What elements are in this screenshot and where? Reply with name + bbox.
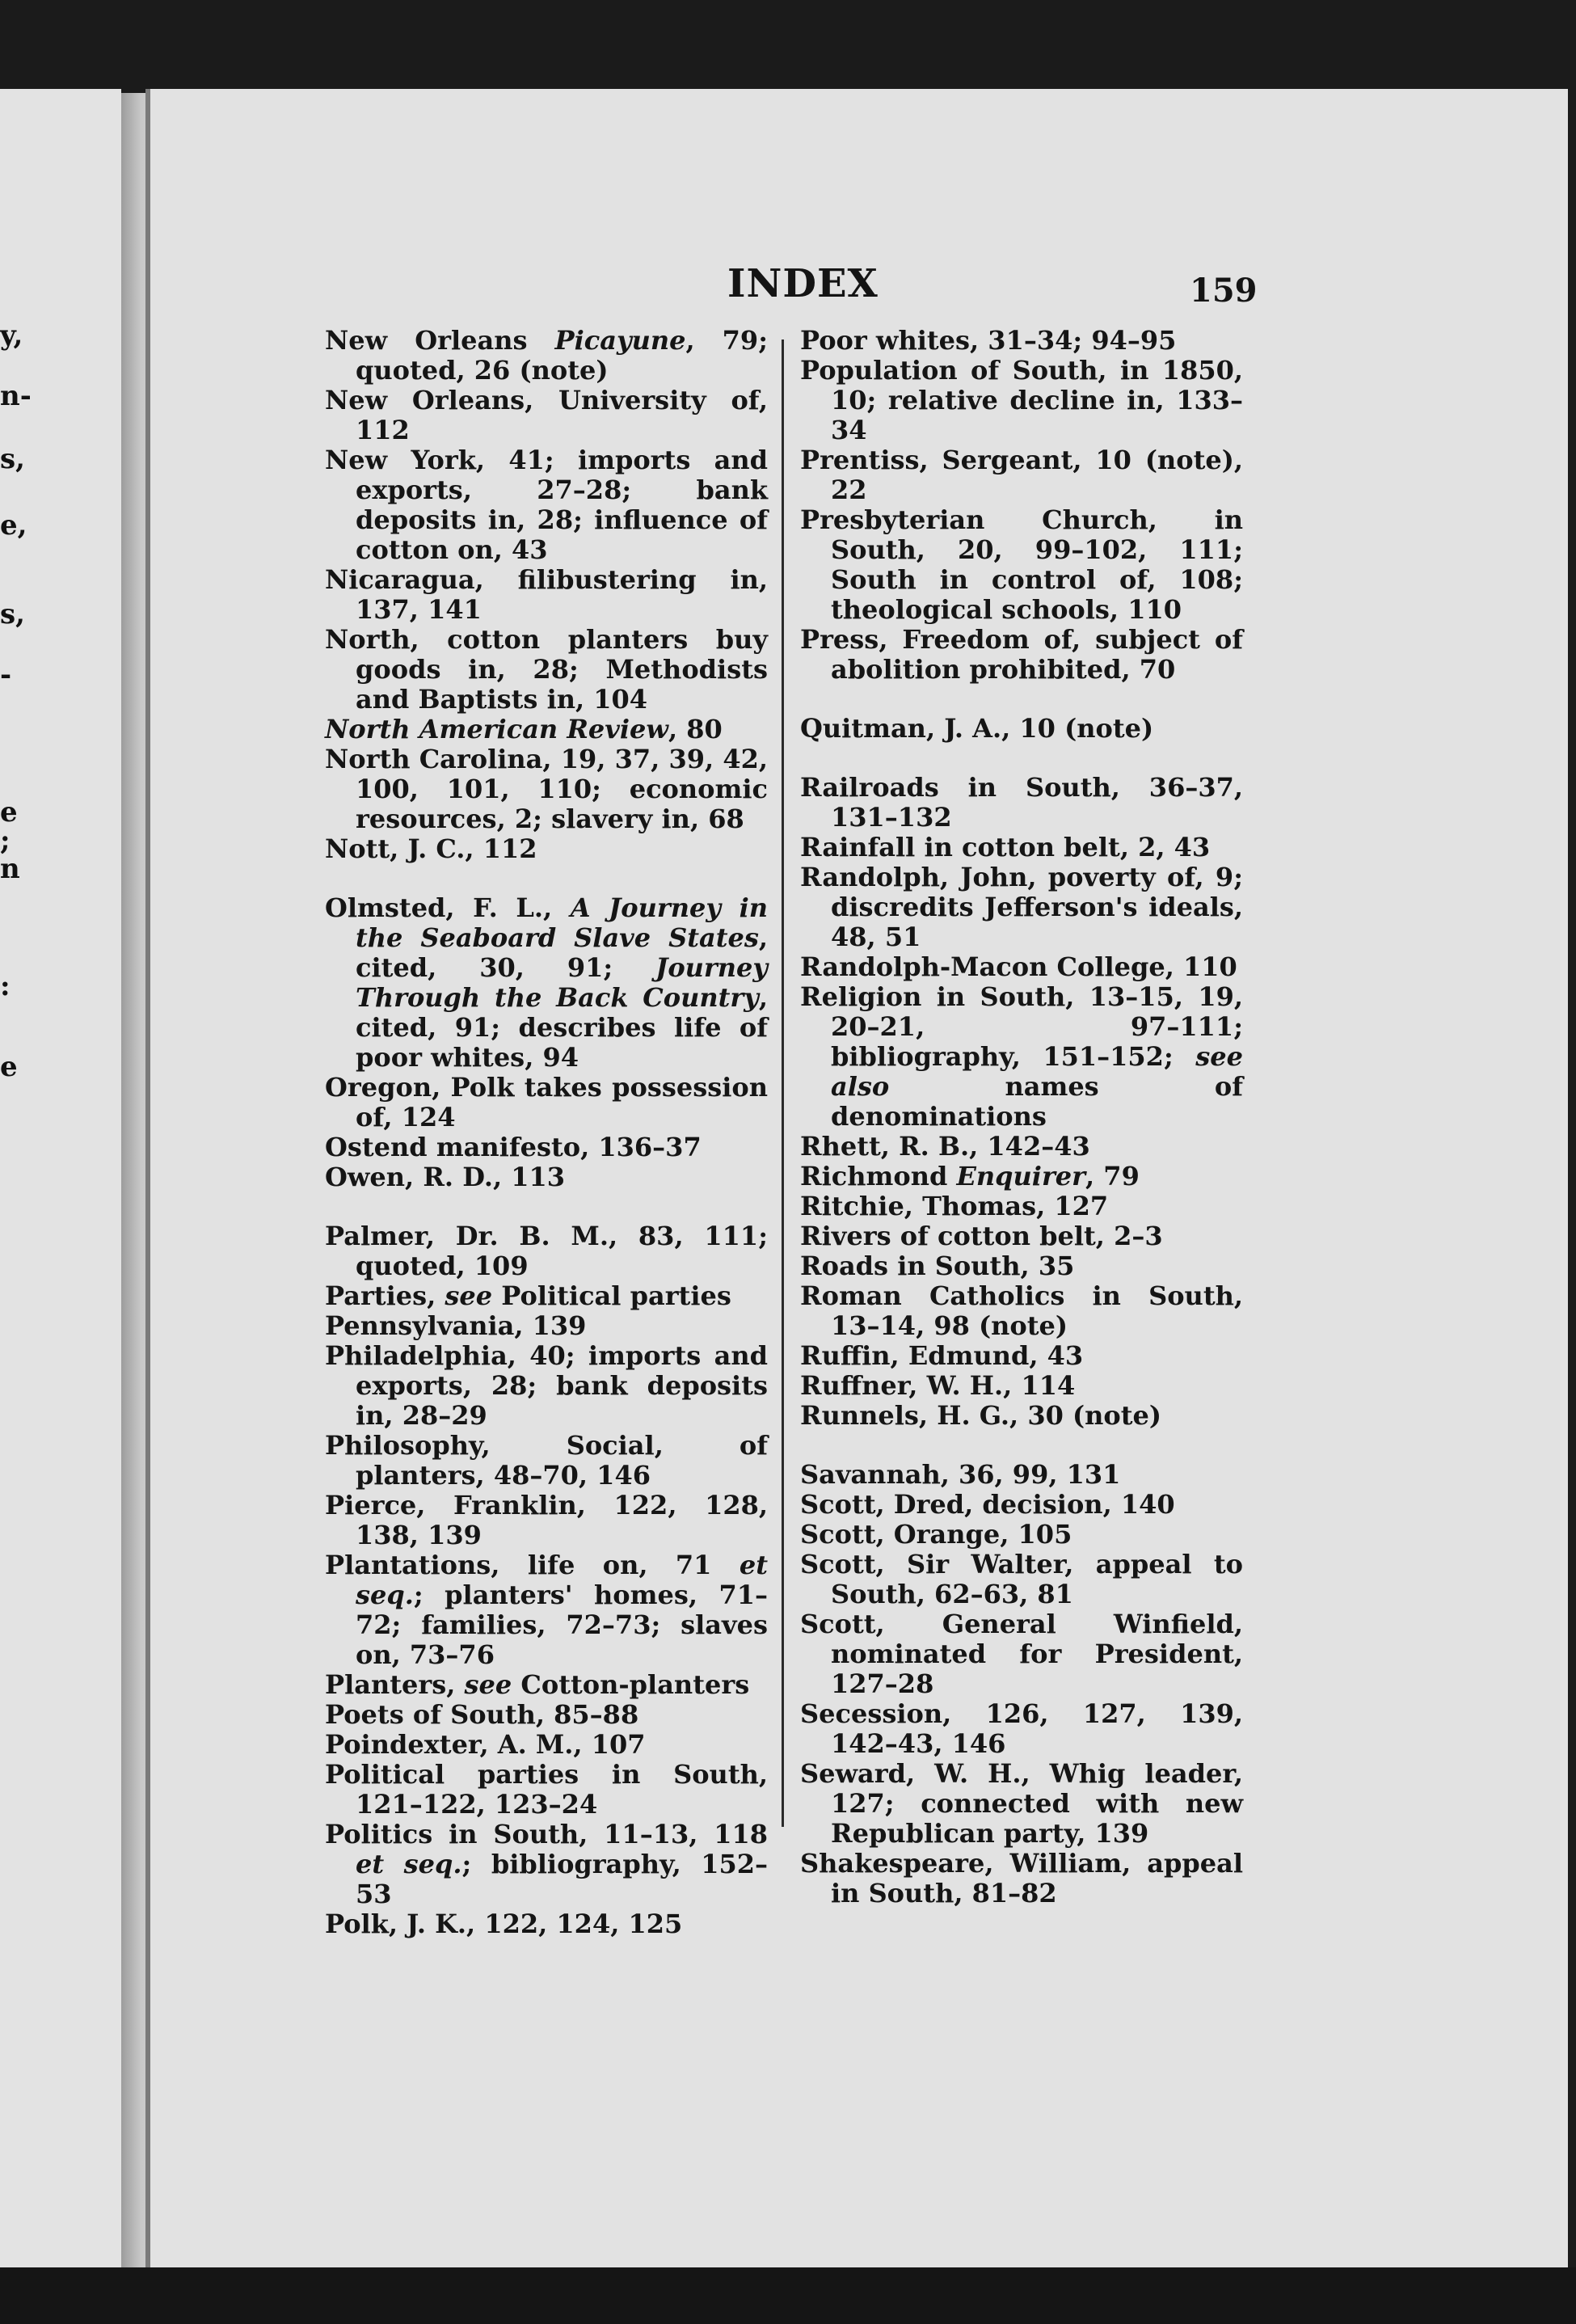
index-entry <box>800 1520 1243 1550</box>
index-entry <box>325 1341 768 1431</box>
index-entry-text: Oregon, Polk takes possession of, 124 <box>325 1072 768 1132</box>
index-entry <box>325 1820 768 1909</box>
previous-page-fragment: s, <box>0 443 25 475</box>
column-divider <box>782 340 784 1827</box>
index-entry <box>325 1431 768 1491</box>
index-entry-text: Poor whites, 31–34; 94–95 <box>800 325 1177 356</box>
index-entry-text: Politics in South, 11–13, 118 <box>325 1819 768 1849</box>
index-entry-text: Prentiss, Sergeant, 10 (note), 22 <box>800 445 1243 505</box>
index-entry-italic-text: North American Review <box>325 714 668 744</box>
index-entry <box>325 1221 768 1281</box>
section-gap <box>800 685 1243 714</box>
index-entry-text: ; planters' homes, 71–72; families, 72–73; slaves on, 73–76 <box>356 1580 768 1670</box>
section-gap <box>325 1192 768 1221</box>
index-entry <box>325 326 768 386</box>
index-entry-italic-text: et seq. <box>356 1849 462 1879</box>
index-entry-italic-text: Journey Through the Back Country <box>356 952 768 1013</box>
index-entry <box>800 1371 1243 1401</box>
index-entry-text: Rhett, R. B., 142–43 <box>800 1131 1090 1162</box>
index-entry <box>325 1132 768 1162</box>
index-entry-text: Runnels, H. G., 30 (note) <box>800 1400 1162 1431</box>
index-entry-text: Poets of South, 85–88 <box>325 1699 639 1730</box>
previous-page-fragment: ; <box>0 825 11 857</box>
index-entry-text: Parties, <box>325 1280 445 1311</box>
index-entry <box>800 1221 1243 1251</box>
scan-shadow <box>0 2267 1576 2324</box>
index-entry-text: Ritchie, Thomas, 127 <box>800 1191 1109 1221</box>
section-gap <box>800 1431 1243 1460</box>
index-entry <box>325 834 768 864</box>
index-entry <box>800 952 1243 982</box>
previous-page-fragment: s, <box>0 598 25 631</box>
index-entry-text: Owen, R. D., 113 <box>325 1162 566 1192</box>
index-entry <box>325 1730 768 1760</box>
section-gap <box>325 864 768 893</box>
index-entry-text: Population of South, in 1850, 10; relative decline in, 133–34 <box>800 355 1243 445</box>
index-entry <box>800 445 1243 505</box>
index-entry-italic-text: A Journey in the Seaboard Slave States <box>356 892 769 953</box>
index-entry-italic-text: see also <box>831 1041 1243 1102</box>
index-entry-text: North, cotton planters buy goods in, 28; Methodists and Baptists in, 104 <box>325 624 768 715</box>
index-entry-text: Randolph, John, poverty of, 9; discredits Jefferson's ideals, 48, 51 <box>800 862 1243 952</box>
index-entry <box>800 1490 1243 1520</box>
index-entry-text: North Carolina, 19, 37, 39, 42, 100, 101, 110; economic resources, 2; slavery in, 68 <box>325 744 768 834</box>
page-number: 159 <box>1190 272 1258 310</box>
index-entry <box>800 833 1243 863</box>
index-entry-text: , 79; quoted, 26 (note) <box>356 325 769 386</box>
index-entry-text: New Orleans, University of, 112 <box>325 385 768 445</box>
previous-page-fragment: n- <box>0 380 32 412</box>
index-entry-text: Nott, J. C., 112 <box>325 833 537 864</box>
index-entry-text: Savannah, 36, 99, 131 <box>800 1459 1121 1490</box>
index-entry-italic-text: et seq. <box>356 1550 768 1610</box>
index-entry-text: Roman Catholics in South, 13–14, 98 (note) <box>800 1280 1243 1341</box>
index-entry <box>325 1670 768 1700</box>
index-entry-text: New Orleans <box>325 325 555 356</box>
index-entry <box>800 1401 1243 1431</box>
index-entry <box>800 982 1243 1132</box>
index-entry-text: Secession, 126, 127, 139, 142–43, 146 <box>800 1698 1243 1759</box>
previous-page-fragment: n <box>0 853 20 885</box>
index-entry-text: Presbyterian Church, in South, 20, 99–102, 111; South in control of, 108; theological schools, 110 <box>800 504 1243 625</box>
index-entry <box>325 744 768 834</box>
index-entry <box>800 1699 1243 1759</box>
index-entry-text: Seward, W. H., Whig leader, 127; connected with new Republican party, 139 <box>800 1758 1243 1849</box>
index-entry-italic-text: see <box>445 1280 493 1311</box>
index-entry <box>800 773 1243 833</box>
index-entry-text: Political parties in South, 121–122, 123–24 <box>325 1759 768 1820</box>
index-entry-text: Pennsylvania, 139 <box>325 1310 587 1341</box>
index-entry <box>800 1132 1243 1162</box>
index-entry <box>325 1909 768 1939</box>
index-entry <box>800 1341 1243 1371</box>
index-entry <box>800 1192 1243 1221</box>
previous-page-fragment: : <box>0 970 11 1002</box>
index-entry <box>800 863 1243 952</box>
index-entry-text: Scott, General Winfield, nominated for President, 127–28 <box>800 1609 1243 1699</box>
index-entry-text: Press, Freedom of, subject of abolition prohibited, 70 <box>800 624 1243 685</box>
index-entry <box>800 1460 1243 1490</box>
index-entry-text: Scott, Sir Walter, appeal to South, 62–63, 81 <box>800 1549 1243 1609</box>
index-entry <box>325 1550 768 1670</box>
index-entry-text: Rainfall in cotton belt, 2, 43 <box>800 832 1211 863</box>
index-entry <box>800 356 1243 445</box>
index-entry <box>800 1609 1243 1699</box>
index-entry-text: Ruffin, Edmund, 43 <box>800 1340 1084 1371</box>
index-entry-text: Palmer, Dr. B. M., 83, 111; quoted, 109 <box>325 1221 768 1281</box>
index-entry <box>325 1281 768 1311</box>
index-entry <box>325 1700 768 1730</box>
index-entry-italic-text: see <box>464 1669 512 1700</box>
index-entry <box>325 1162 768 1192</box>
index-entry <box>325 1760 768 1820</box>
previous-page-fragment: y, <box>0 319 23 352</box>
index-entry-text: Philadelphia, 40; imports and exports, 28; bank deposits in, 28–29 <box>325 1340 768 1431</box>
previous-page-fragment: - <box>0 659 12 691</box>
index-entry-italic-text: Enquirer <box>956 1161 1086 1192</box>
index-entry-text: , 79 <box>1085 1161 1140 1192</box>
index-entry-text: New York, 41; imports and exports, 27–28; bank deposits in, 28; influence of cotton on, 43 <box>325 445 768 565</box>
previous-page-fragment: e, <box>0 509 27 542</box>
index-entry <box>800 505 1243 625</box>
index-entry-text: , cited, 91; describes life of poor whites, 94 <box>356 982 768 1073</box>
index-entry-text: Planters, <box>325 1669 465 1700</box>
index-entry <box>325 625 768 715</box>
index-entry-text: Railroads in South, 36–37, 131–132 <box>800 772 1243 833</box>
index-entry-text: Nicaragua, filibustering in, 137, 141 <box>325 564 768 625</box>
index-entry <box>800 1849 1243 1909</box>
index-entry <box>800 714 1243 744</box>
index-entry-text: Poindexter, A. M., 107 <box>325 1729 646 1760</box>
index-entry-text: ; bibliography, 152–53 <box>356 1849 769 1909</box>
index-entry-text: Ruffner, W. H., 114 <box>800 1370 1076 1401</box>
index-entry-text: Roads in South, 35 <box>800 1251 1075 1281</box>
index-entry-text: Rivers of cotton belt, 2–3 <box>800 1221 1163 1251</box>
index-entry-text: Olmsted, F. L., <box>325 892 571 923</box>
index-column-right <box>800 326 1243 1909</box>
index-entry-text: Richmond <box>800 1161 957 1192</box>
index-entry <box>800 326 1243 356</box>
index-entry <box>800 1759 1243 1849</box>
index-entry <box>325 386 768 445</box>
index-entry <box>800 1550 1243 1609</box>
index-entry-text: , 80 <box>668 714 723 744</box>
index-entry-text: Religion in South, 13–15, 19, 20–21, 97–111; bibliography, 151–152; <box>800 981 1243 1072</box>
previous-page-fragment: e <box>0 796 18 829</box>
index-entry-text: Philosophy, Social, of planters, 48–70, 146 <box>325 1430 768 1491</box>
index-entry-text: Quitman, J. A., 10 (note) <box>800 713 1154 744</box>
index-entry-text: Pierce, Franklin, 122, 128, 138, 139 <box>325 1490 768 1550</box>
index-entry-text: names of denominations <box>831 1071 1243 1132</box>
index-entry-text: , cited, 30, 91; <box>356 922 768 983</box>
index-entry-text: Polk, J. K., 122, 124, 125 <box>325 1909 683 1939</box>
index-entry-text: Plantations, life on, 71 <box>325 1550 740 1580</box>
index-entry-italic-text: Picayune <box>554 325 686 356</box>
index-entry-text: Scott, Dred, decision, 140 <box>800 1489 1175 1520</box>
index-entry <box>325 1311 768 1341</box>
section-gap <box>800 744 1243 773</box>
running-head: INDEX <box>727 261 879 306</box>
index-entry <box>800 1162 1243 1192</box>
index-entry <box>800 625 1243 685</box>
index-entry-text: Cotton-planters <box>512 1669 750 1700</box>
index-entry <box>800 1281 1243 1341</box>
index-entry <box>800 1251 1243 1281</box>
index-entry <box>325 1073 768 1132</box>
previous-page-fragment: e <box>0 1051 18 1083</box>
index-entry-text: Shakespeare, William, appeal in South, 81–82 <box>800 1848 1243 1909</box>
previous-page-edge <box>0 89 121 2271</box>
index-column-left <box>325 326 768 1939</box>
index-entry-text: Political parties <box>492 1280 731 1311</box>
index-entry <box>325 565 768 625</box>
index-entry-text: Randolph-Macon College, 110 <box>800 951 1237 982</box>
index-entry <box>325 1491 768 1550</box>
index-entry-text: Ostend manifesto, 136–37 <box>325 1132 702 1162</box>
index-entry <box>325 893 768 1073</box>
index-entry-text: Scott, Orange, 105 <box>800 1519 1072 1550</box>
index-entry <box>325 445 768 565</box>
index-entry <box>325 715 768 744</box>
